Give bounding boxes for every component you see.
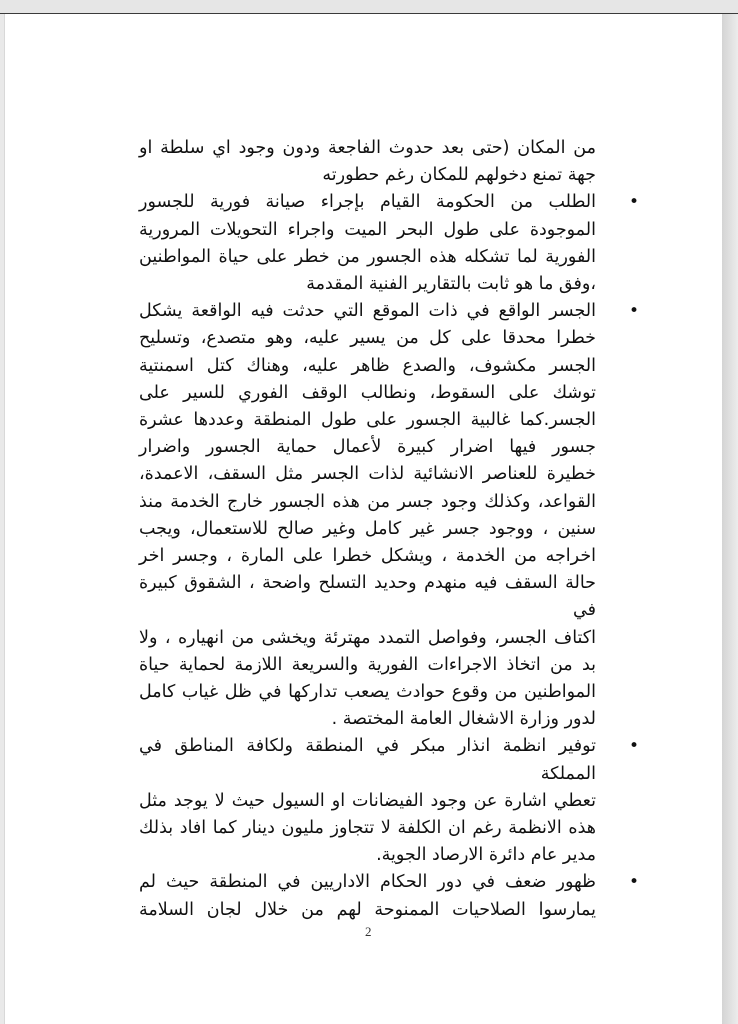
text-line: اكتاف الجسر، وفواصل التمدد مهترئة ويخشى من انهياره ، ولا (139, 627, 596, 648)
text-line: تعطي اشارة عن وجود الفيضانات او السيول حيث لا يوجد مثل (139, 790, 596, 811)
text-line: اخراجه من الخدمة ، ويشكل خطرا على المارة ، وجسر اخر (139, 546, 596, 567)
text-line: ،وفق ما هو ثابت بالتقارير الفنية المقدمة (306, 274, 596, 295)
bullet-item-bridge-maintenance (139, 189, 657, 298)
bullet-icon: • (628, 736, 639, 757)
text-line: خطرا محدقا على كل من يسير عليه، وهو متصدع، وتسليح (139, 328, 596, 349)
text-line: الجسر مكشوف، والصدع ظاهر عليه، وهناك كتل اسمنتية (139, 355, 596, 376)
bullet-icon: • (628, 301, 639, 322)
text-line: بد من اتخاذ الاجراءات الفورية والسريعة اللازمة لحماية حياة (139, 654, 596, 675)
text-line: الموجودة على طول البحر الميت واجراء التحويلات المرورية (139, 219, 596, 240)
bullet-icon: • (628, 192, 639, 213)
text-line: ظهور ضعف في دور الحكام الاداريين في المنطقة حيث لم (139, 872, 596, 893)
text-line: هذه الانظمة رغم ان الكلفة لا تتجاوز مليون دينار كما افاد بذلك (139, 818, 596, 839)
text-line: توفير انظمة انذار مبكر في المنطقة ولكافة المناطق في المملكة (139, 736, 596, 784)
bullet-icon: • (628, 872, 639, 893)
intro-paragraph (139, 135, 657, 189)
document-body (139, 135, 657, 924)
text-line: توشك على السقوط، ونطالب الوقف الفوري للسير على (139, 382, 596, 403)
bullet-item-administrative-weakness (139, 869, 657, 923)
text-line: يمارسوا الصلاحيات الممنوحة لهم من خلال لجان السلامة (139, 899, 596, 920)
text-line: لدور وزارة الاشغال العامة المختصة . (331, 709, 596, 730)
scan-top-edge (0, 0, 738, 14)
page-number: 2 (365, 924, 372, 939)
text-line: حالة السقف فيه منهدم وحديد التسلح واضحة ، الشقوق كبيرة في (139, 573, 596, 621)
text-line: الفورية لما تشكله هذه الجسور من خطر على حياة المواطنين (139, 246, 596, 267)
text-line: القواعد، وكذلك وجود جسر من هذه الجسور خارج الخدمة منذ (139, 491, 596, 512)
text-line: من المكان (حتى بعد حدوث الفاجعة ودون وجود اي سلطة او (139, 138, 596, 158)
text-line: سنين ، ووجود جسر غير كامل وغير صالح للاستعمال، ويجب (139, 518, 596, 539)
text-line: المواطنين من وقوع حوادث يصعب تداركها في ظل غياب كامل (139, 682, 596, 703)
text-line: خطيرة للعناصر الانشائية لذات الجسر مثل السقف، الاعمدة، (139, 464, 596, 485)
text-line: جسور فيها اضرار كبيرة لأعمال حماية الجسور واضرار (139, 437, 596, 458)
page-edge-shadow (722, 14, 738, 1024)
text-line: الطلب من الحكومة القيام بإجراء صيانة فورية للجسور (139, 192, 596, 213)
bullet-item-bridge-danger (139, 298, 657, 733)
text-line: جهة تمنع دخولهم للمكان رغم حطورته (322, 165, 596, 186)
text-line: الجسر الواقع في ذات الموقع التي حدثت فيه الواقعة يشكل (139, 301, 596, 322)
text-line: مدير عام دائرة الارصاد الجوية. (376, 845, 596, 866)
bullet-item-early-warning (139, 733, 657, 869)
text-line: الجسر.كما غالبية الجسور على طول المنطقة وعددها عشرة (139, 410, 596, 431)
